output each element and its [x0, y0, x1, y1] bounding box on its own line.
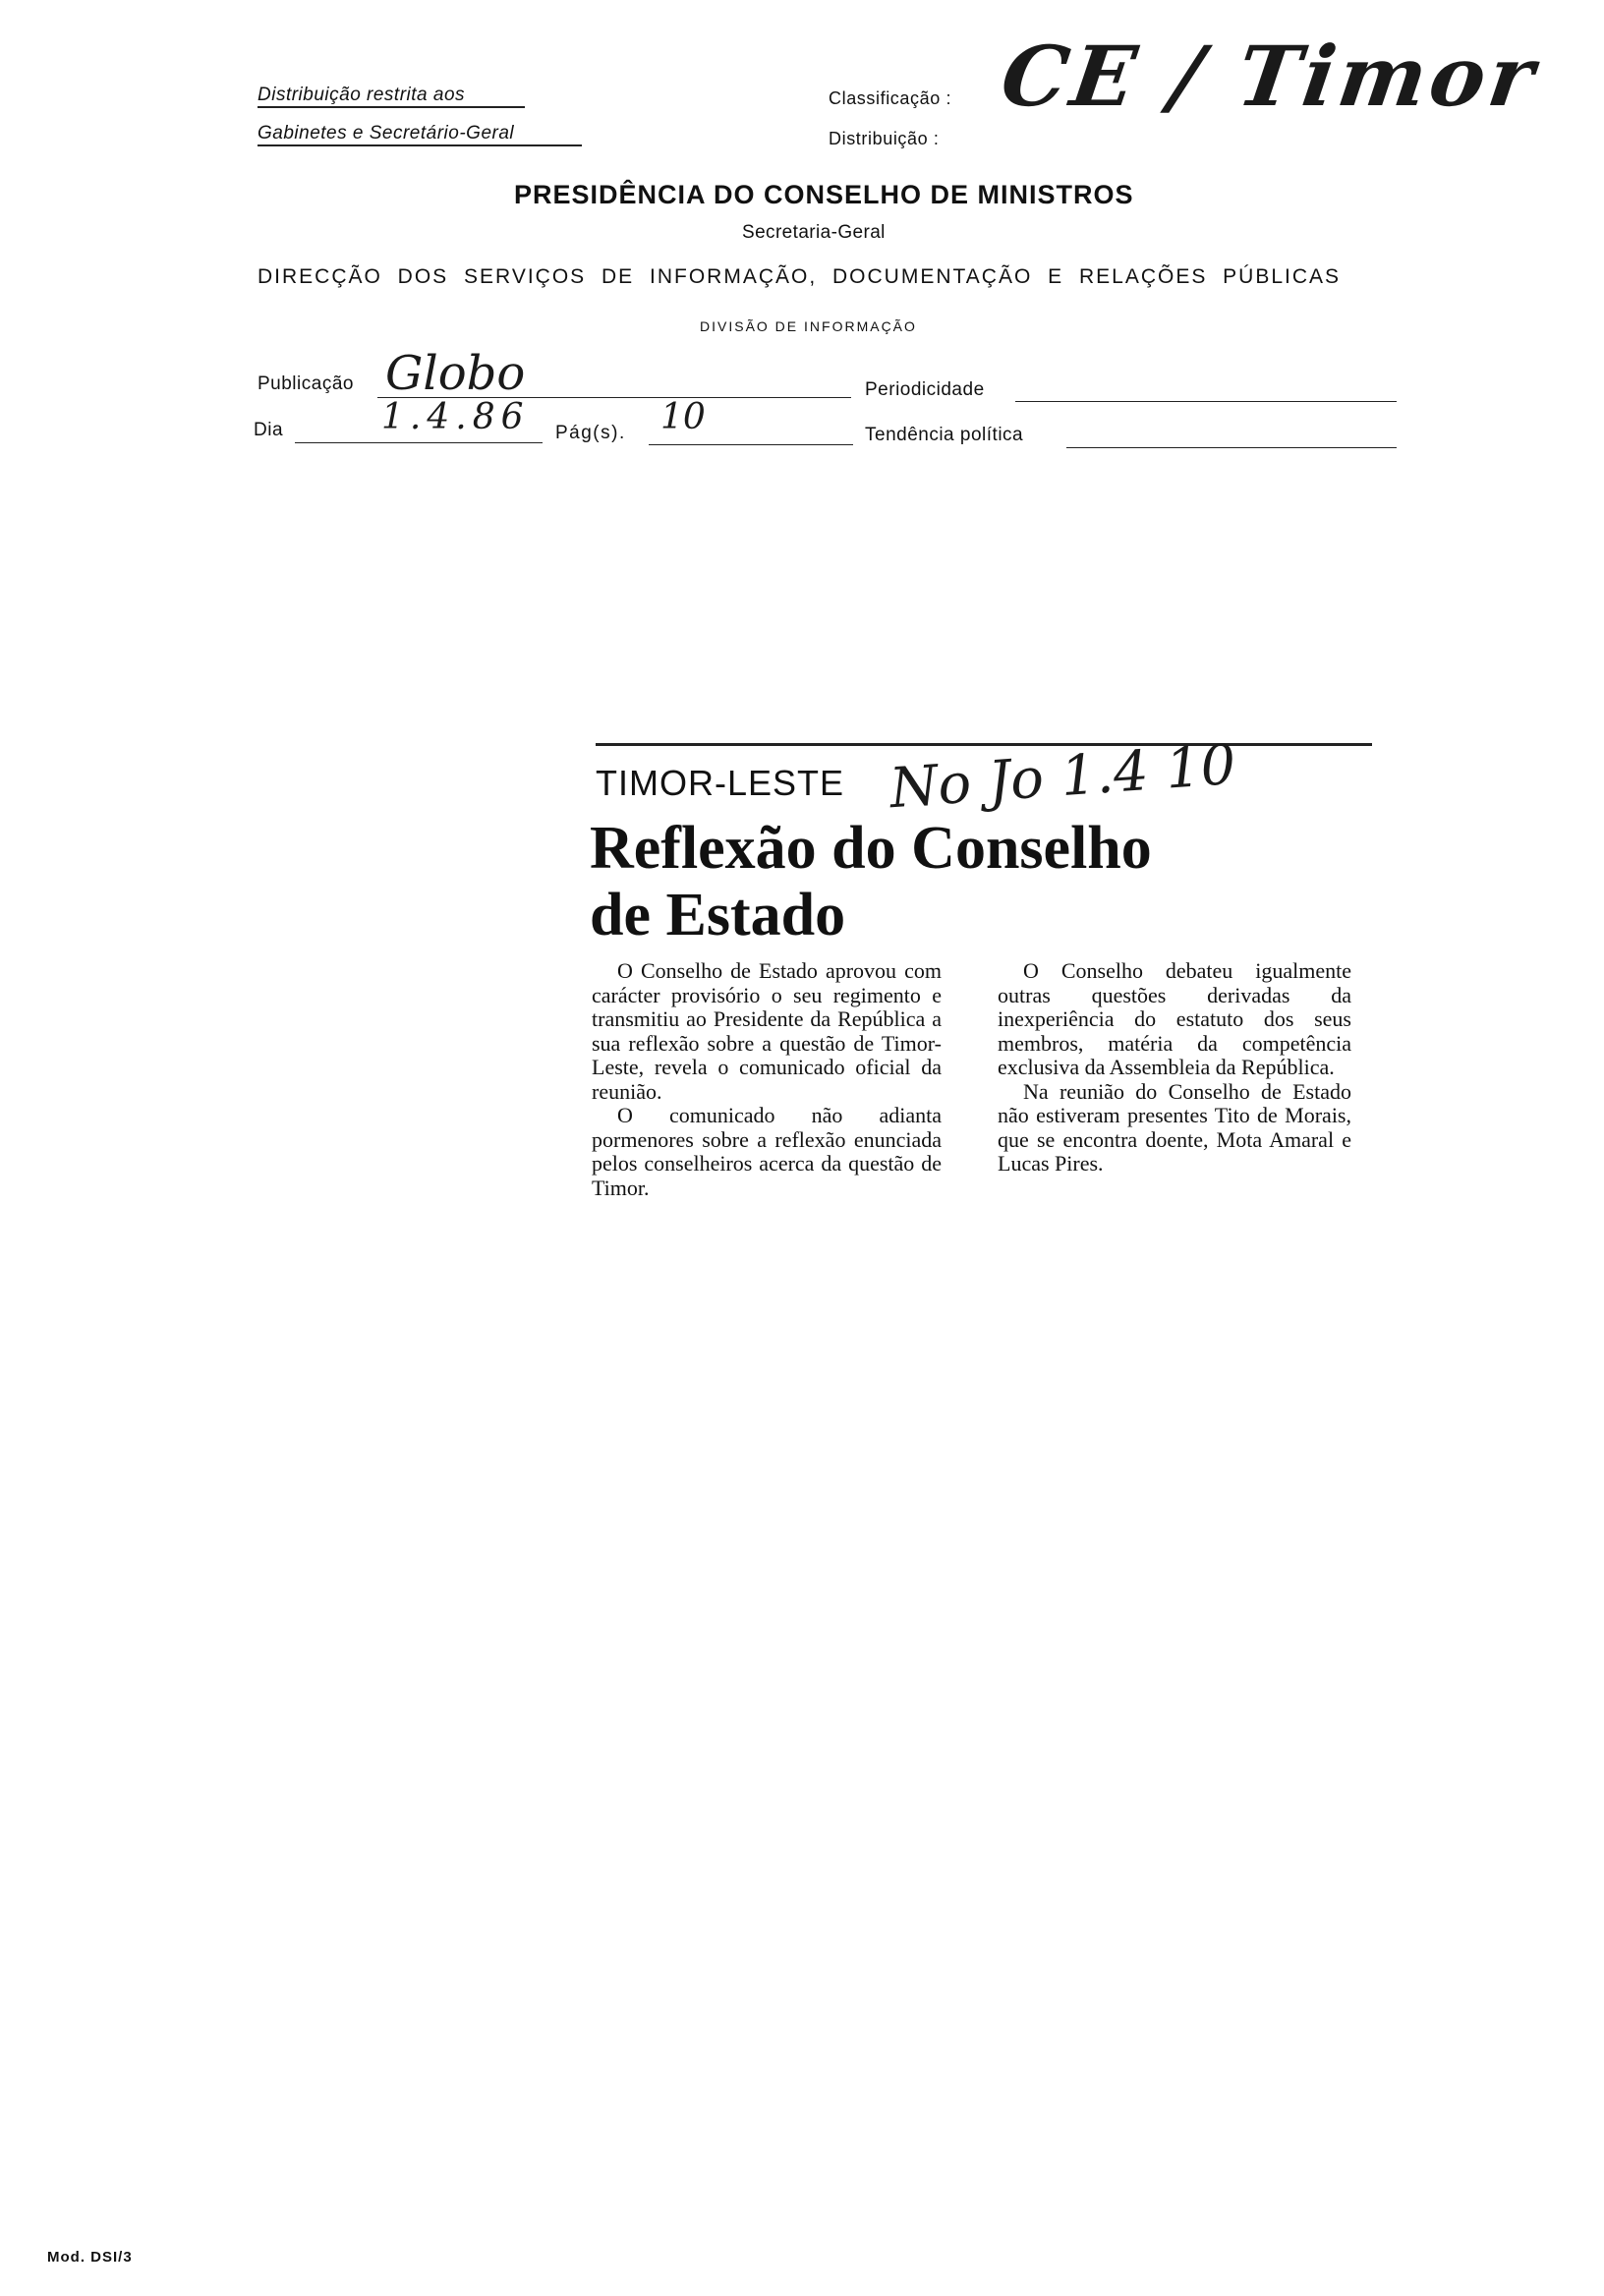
article-paragraph: O Conselho de Estado aprovou com carácter provisório o seu regimento e transmitiu ao Presidente da República a sua reflexão sobre a questão de Timor-Leste, revela o comunicado oficial da reunião. — [592, 958, 942, 1104]
page-subtitle: Secretaria-Geral — [742, 222, 886, 243]
pages-fill-line — [649, 444, 853, 445]
clipping-handwritten-note — [888, 733, 1237, 821]
handwritten-classification-text: CE / Timor — [996, 28, 1544, 125]
page-title: PRESIDÊNCIA DO CONSELHO DE MINISTROS — [514, 180, 1134, 209]
restricted-distribution-line1: Distribuição restrita aos — [258, 85, 525, 108]
department-line: DIRECÇÃO DOS SERVIÇOS DE INFORMAÇÃO, DOCUMENTAÇÃO E RELAÇÕES PÚBLICAS — [258, 265, 1342, 288]
periodicity-fill-line — [1015, 401, 1397, 402]
day-label: Dia — [254, 420, 284, 440]
periodicity-label: Periodicidade — [865, 379, 985, 400]
article-paragraph: O comunicado não adianta pormenores sobre a reflexão enunciada pelos conselheiros acerca da questão de Timor. — [592, 1103, 942, 1200]
division-line: DIVISÃO DE INFORMAÇÃO — [700, 318, 917, 334]
article-column-2 — [998, 959, 1351, 1177]
day-value: 1.4.86 — [381, 397, 530, 437]
article-paragraph: O Conselho debateu igualmente outras questões derivadas da inexperiência do estatuto dos seus membros, matéria da competência exclusiva da Assembleia da República. — [998, 958, 1351, 1079]
article-headline-line1: Reflexão do Conselho — [590, 815, 1152, 882]
pages-value: 10 — [660, 397, 706, 437]
political-tendency-label: Tendência política — [865, 425, 1024, 445]
clipping-handwritten-note-text: No Jo 1.4 10 — [888, 732, 1238, 822]
classification-label: Classificação : — [829, 88, 952, 108]
distribution-label: Distribuição : — [829, 129, 940, 148]
political-tendency-fill-line — [1066, 447, 1397, 448]
pages-label: Pág(s). — [555, 423, 626, 443]
handwritten-classification — [996, 28, 1544, 125]
article-paragraph: Na reunião do Conselho de Estado não estiveram presentes Tito de Morais, que se encontra doente, Mota Amaral e Lucas Pires. — [998, 1078, 1351, 1176]
publication-label: Publicação — [258, 373, 354, 394]
article-headline-line2: de Estado — [590, 882, 846, 948]
article-column-1 — [592, 959, 942, 1200]
form-code: Mod. DSI/3 — [47, 2249, 133, 2266]
restricted-distribution-line2: Gabinetes e Secretário-Geral — [258, 123, 582, 146]
publication-value: Globo — [385, 346, 526, 401]
clipping-top-rule — [596, 743, 1372, 746]
day-fill-line — [295, 442, 543, 443]
article-kicker: TIMOR-LESTE — [596, 763, 845, 803]
